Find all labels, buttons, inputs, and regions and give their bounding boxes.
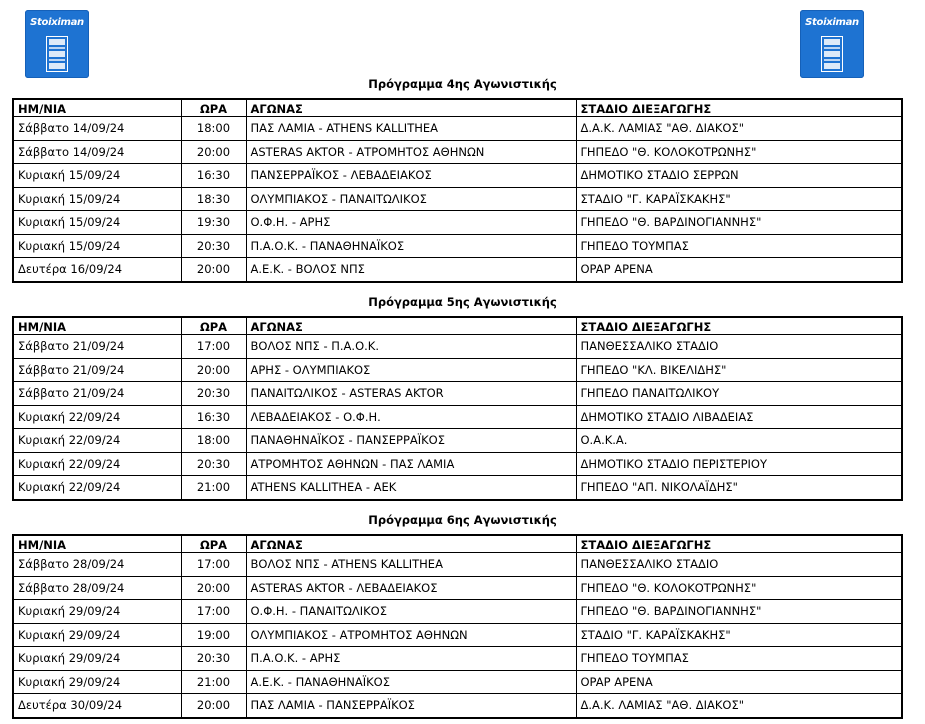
cell-venue: ΓΗΠΕΔΟ "Θ. ΚΟΛΟΚΟΤΡΩΝΗΣ" (576, 140, 902, 164)
table-row (13, 576, 902, 600)
cell-venue: ΣΤΑΔΙΟ "Γ. ΚΑΡΑΪΣΚΑΚΗΣ" (576, 187, 902, 211)
stoiximan-logo-left (25, 10, 89, 78)
cell-time: 20:00 (181, 140, 246, 164)
cell-date: Κυριακή 22/09/24 (13, 429, 181, 453)
cell-match: ASTERAS AKTOR - ΛΕΒΑΔΕΙΑΚΟΣ (246, 576, 576, 600)
cell-time: 19:00 (181, 623, 246, 647)
header-time: ΩΡΑ (181, 99, 246, 117)
cell-match: ΠΑΣ ΛΑΜΙΑ - ATHENS KALLITHEA (246, 117, 576, 141)
header-date: ΗΜ/ΝΙΑ (13, 317, 181, 335)
schedule-table-round-5 (12, 316, 903, 501)
cell-time: 17:00 (181, 600, 246, 624)
cell-venue: ΠΑΝΘΕΣΣΑΛΙΚΟ ΣΤΑΔΙΟ (576, 335, 902, 359)
cell-time: 18:30 (181, 187, 246, 211)
header-match: ΑΓΩΝΑΣ (246, 535, 576, 553)
cell-date: Κυριακή 22/09/24 (13, 452, 181, 476)
cell-match: Α.Ε.Κ. - ΒΟΛΟΣ ΝΠΣ (246, 258, 576, 282)
header-venue: ΣΤΑΔΙΟ ΔΙΕΞΑΓΩΓΗΣ (576, 535, 902, 553)
cell-venue: Ο.Α.Κ.Α. (576, 429, 902, 453)
table-row (13, 553, 902, 577)
cell-match: ATHENS KALLITHEA - AEK (246, 476, 576, 500)
cell-date: Σάββατο 21/09/24 (13, 335, 181, 359)
cell-venue: ΔΗΜΟΤΙΚΟ ΣΤΑΔΙΟ ΠΕΡΙΣΤΕΡΙΟΥ (576, 452, 902, 476)
round-title: Πρόγραμμα 5ης Αγωνιστικής (368, 295, 557, 309)
round-title: Πρόγραμμα 6ης Αγωνιστικής (368, 513, 557, 527)
cell-match: Ο.Φ.Η. - ΑΡΗΣ (246, 211, 576, 235)
cell-match: ΠΑΣ ΛΑΜΙΑ - ΠΑΝΣΕΡΡΑΪΚΟΣ (246, 694, 576, 718)
cell-match: ΛΕΒΑΔΕΙΑΚΟΣ - Ο.Φ.Η. (246, 405, 576, 429)
cell-date: Κυριακή 15/09/24 (13, 234, 181, 258)
cell-date: Κυριακή 29/09/24 (13, 647, 181, 671)
table-row (13, 670, 902, 694)
cell-date: Κυριακή 15/09/24 (13, 211, 181, 235)
cell-date: Σάββατο 14/09/24 (13, 117, 181, 141)
cell-venue: ΓΗΠΕΔΟ "ΚΛ. ΒΙΚΕΛΙΔΗΣ" (576, 358, 902, 382)
cell-time: 18:00 (181, 117, 246, 141)
table-row (13, 140, 902, 164)
cell-time: 20:00 (181, 258, 246, 282)
table-row (13, 258, 902, 282)
cell-match: ΒΟΛΟΣ ΝΠΣ - Π.Α.Ο.Κ. (246, 335, 576, 359)
table-row (13, 694, 902, 718)
table-row (13, 452, 902, 476)
cell-venue: ΠΑΝΘΕΣΣΑΛΙΚΟ ΣΤΑΔΙΟ (576, 553, 902, 577)
cell-time: 20:30 (181, 452, 246, 476)
schedule-table-round-4 (12, 98, 903, 283)
table-header-row (13, 535, 902, 553)
cell-date: Σάββατο 28/09/24 (13, 553, 181, 577)
cell-time: 17:00 (181, 335, 246, 359)
cell-time: 18:00 (181, 429, 246, 453)
logo-brand-text: Stoiximan (805, 17, 859, 28)
table-row (13, 429, 902, 453)
logo-brand-text: Stoiximan (30, 17, 84, 28)
table-header-row (13, 99, 902, 117)
cell-time: 20:00 (181, 694, 246, 718)
cell-match: ΠΑΝΑΘΗΝΑΪΚΟΣ - ΠΑΝΣΕΡΡΑΪΚΟΣ (246, 429, 576, 453)
cell-venue: ΓΗΠΕΔΟ ΤΟΥΜΠΑΣ (576, 647, 902, 671)
cell-venue: ΓΗΠΕΔΟ "Θ. ΒΑΡΔΙΝΟΓΙΑΝΝΗΣ" (576, 600, 902, 624)
cell-time: 17:00 (181, 553, 246, 577)
cell-match: ΑΡΗΣ - ΟΛΥΜΠΙΑΚΟΣ (246, 358, 576, 382)
cell-date: Κυριακή 29/09/24 (13, 600, 181, 624)
cell-date: Σάββατο 28/09/24 (13, 576, 181, 600)
cell-match: ΒΟΛΟΣ ΝΠΣ - ATHENS KALLITHEA (246, 553, 576, 577)
cell-match: Ο.Φ.Η. - ΠΑΝΑΙΤΩΛΙΚΟΣ (246, 600, 576, 624)
cell-time: 16:30 (181, 164, 246, 188)
cell-date: Σάββατο 14/09/24 (13, 140, 181, 164)
cell-match: ASTERAS AKTOR - ΑΤΡΟΜΗΤΟΣ ΑΘΗΝΩΝ (246, 140, 576, 164)
table-row (13, 623, 902, 647)
table-row (13, 164, 902, 188)
cell-venue: ΔΗΜΟΤΙΚΟ ΣΤΑΔΙΟ ΛΙΒΑΔΕΙΑΣ (576, 405, 902, 429)
table-row (13, 358, 902, 382)
table-row (13, 405, 902, 429)
table-row (13, 234, 902, 258)
cell-venue: OPAP ΑΡΕΝΑ (576, 670, 902, 694)
table-row (13, 117, 902, 141)
cell-venue: ΓΗΠΕΔΟ "Θ. ΒΑΡΔΙΝΟΓΙΑΝΝΗΣ" (576, 211, 902, 235)
cell-time: 20:00 (181, 576, 246, 600)
cell-match: ΟΛΥΜΠΙΑΚΟΣ - ΠΑΝΑΙΤΩΛΙΚΟΣ (246, 187, 576, 211)
table-row (13, 647, 902, 671)
table-row (13, 335, 902, 359)
cell-time: 21:00 (181, 476, 246, 500)
table-header-row (13, 317, 902, 335)
cell-match: ΠΑΝΑΙΤΩΛΙΚΟΣ - ASTERAS AKTOR (246, 382, 576, 406)
header-match: ΑΓΩΝΑΣ (246, 317, 576, 335)
header-time: ΩΡΑ (181, 535, 246, 553)
super-league-badge-icon (821, 36, 843, 72)
table-row (13, 187, 902, 211)
cell-venue: OPAP ΑΡΕΝΑ (576, 258, 902, 282)
cell-time: 16:30 (181, 405, 246, 429)
table-row (13, 211, 902, 235)
cell-venue: Δ.Α.Κ. ΛΑΜΙΑΣ "ΑΘ. ΔΙΑΚΟΣ" (576, 117, 902, 141)
cell-match: ΑΤΡΟΜΗΤΟΣ ΑΘΗΝΩΝ - ΠΑΣ ΛΑΜΙΑ (246, 452, 576, 476)
cell-time: 19:30 (181, 211, 246, 235)
cell-time: 20:00 (181, 358, 246, 382)
table-row (13, 382, 902, 406)
cell-date: Κυριακή 15/09/24 (13, 164, 181, 188)
cell-venue: ΓΗΠΕΔΟ ΤΟΥΜΠΑΣ (576, 234, 902, 258)
cell-date: Κυριακή 29/09/24 (13, 670, 181, 694)
cell-time: 20:30 (181, 647, 246, 671)
cell-date: Κυριακή 15/09/24 (13, 187, 181, 211)
cell-date: Κυριακή 29/09/24 (13, 623, 181, 647)
cell-date: Κυριακή 22/09/24 (13, 476, 181, 500)
header-time: ΩΡΑ (181, 317, 246, 335)
cell-venue: ΣΤΑΔΙΟ "Γ. ΚΑΡΑΪΣΚΑΚΗΣ" (576, 623, 902, 647)
schedule-table-round-6 (12, 534, 903, 719)
cell-venue: ΓΗΠΕΔΟ ΠΑΝΑΙΤΩΛΙΚΟΥ (576, 382, 902, 406)
cell-date: Δευτέρα 30/09/24 (13, 694, 181, 718)
cell-date: Δευτέρα 16/09/24 (13, 258, 181, 282)
cell-match: Π.Α.Ο.Κ. - ΠΑΝΑΘΗΝΑΪΚΟΣ (246, 234, 576, 258)
cell-time: 20:30 (181, 382, 246, 406)
header-match: ΑΓΩΝΑΣ (246, 99, 576, 117)
cell-venue: Δ.Α.Κ. ΛΑΜΙΑΣ "ΑΘ. ΔΙΑΚΟΣ" (576, 694, 902, 718)
header-date: ΗΜ/ΝΙΑ (13, 535, 181, 553)
cell-match: Π.Α.Ο.Κ. - ΑΡΗΣ (246, 647, 576, 671)
stoiximan-logo-right (800, 10, 864, 78)
cell-venue: ΔΗΜΟΤΙΚΟ ΣΤΑΔΙΟ ΣΕΡΡΩΝ (576, 164, 902, 188)
cell-time: 21:00 (181, 670, 246, 694)
table-row (13, 476, 902, 500)
cell-match: ΟΛΥΜΠΙΑΚΟΣ - ΑΤΡΟΜΗΤΟΣ ΑΘΗΝΩΝ (246, 623, 576, 647)
super-league-badge-icon (46, 36, 68, 72)
cell-venue: ΓΗΠΕΔΟ "ΑΠ. ΝΙΚΟΛΑΪΔΗΣ" (576, 476, 902, 500)
cell-date: Σάββατο 21/09/24 (13, 382, 181, 406)
table-row (13, 600, 902, 624)
round-title: Πρόγραμμα 4ης Αγωνιστικής (368, 77, 557, 91)
header-venue: ΣΤΑΔΙΟ ΔΙΕΞΑΓΩΓΗΣ (576, 99, 902, 117)
header-venue: ΣΤΑΔΙΟ ΔΙΕΞΑΓΩΓΗΣ (576, 317, 902, 335)
cell-time: 20:30 (181, 234, 246, 258)
cell-venue: ΓΗΠΕΔΟ "Θ. ΚΟΛΟΚΟΤΡΩΝΗΣ" (576, 576, 902, 600)
cell-date: Σάββατο 21/09/24 (13, 358, 181, 382)
cell-date: Κυριακή 22/09/24 (13, 405, 181, 429)
cell-match: Α.Ε.Κ. - ΠΑΝΑΘΗΝΑΪΚΟΣ (246, 670, 576, 694)
header-date: ΗΜ/ΝΙΑ (13, 99, 181, 117)
cell-match: ΠΑΝΣΕΡΡΑΪΚΟΣ - ΛΕΒΑΔΕΙΑΚΟΣ (246, 164, 576, 188)
